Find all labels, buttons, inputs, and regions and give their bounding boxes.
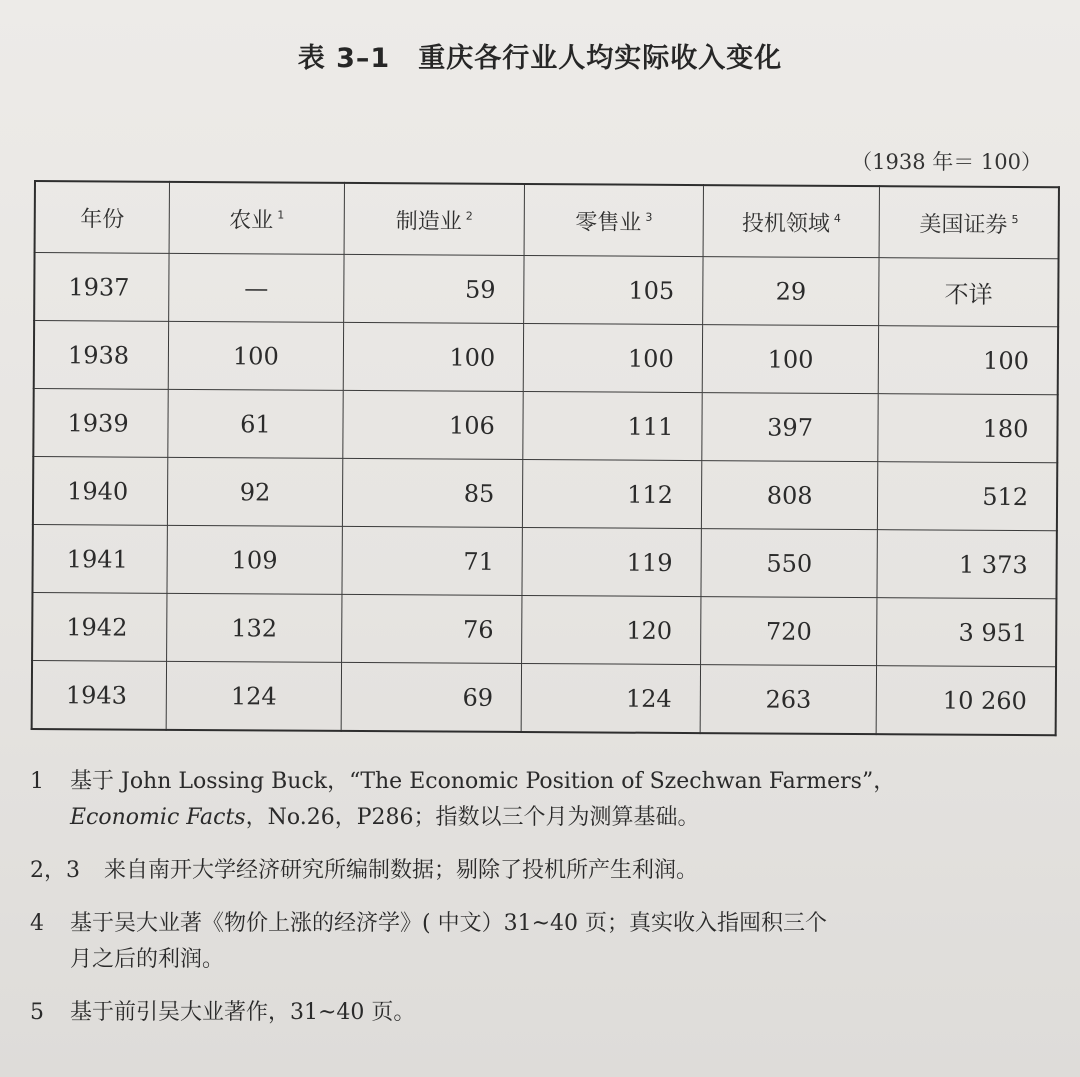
footnote-marker: 5	[1011, 212, 1019, 226]
footnote-5	[30, 995, 1070, 1031]
cell-manufacturing: 100	[343, 322, 524, 391]
cell-year: 1942	[32, 592, 167, 661]
cell-us-securities: 不详	[879, 258, 1059, 327]
footnote-text: 基于前引吴大业著作，31~40 页。	[70, 1000, 416, 1025]
table-row	[34, 321, 1058, 395]
table-row	[32, 524, 1056, 598]
cell-retail: 112	[523, 459, 702, 528]
cell-manufacturing: 59	[343, 254, 524, 323]
table-number: 表 3–1	[297, 43, 391, 74]
cell-us-securities: 512	[878, 462, 1058, 531]
table-row	[33, 457, 1057, 531]
header-year: 年份	[35, 181, 170, 253]
cell-year: 1943	[32, 660, 167, 729]
footnote-number: 4	[30, 911, 44, 936]
footnote-number: 5	[30, 1000, 44, 1025]
cell-us-securities: 3 951	[877, 598, 1057, 667]
cell-agriculture: —	[169, 253, 344, 322]
footnote-1	[30, 764, 1070, 836]
footnote-number: 1	[30, 769, 44, 794]
footnote-text: 来自南开大学经济研究所编制数据；剔除了投机所产生利润。	[104, 858, 699, 883]
cell-agriculture: 92	[168, 457, 343, 526]
table-header-row	[35, 181, 1059, 259]
footnote-journal-title: Economic Facts	[70, 805, 246, 830]
cell-retail: 120	[522, 595, 701, 664]
footnote-text: 月之后的利润。	[70, 947, 225, 972]
cell-speculation: 808	[701, 461, 878, 530]
cell-agriculture: 124	[166, 661, 341, 731]
cell-manufacturing: 71	[342, 526, 523, 595]
table-row	[32, 660, 1056, 735]
table-title-text: 重庆各行业人均实际收入变化	[418, 43, 783, 74]
cell-year: 1939	[33, 389, 168, 458]
cell-speculation: 263	[700, 665, 877, 735]
footnote-marker: 2	[465, 209, 473, 223]
cell-agriculture: 100	[168, 321, 343, 390]
cell-speculation: 100	[702, 325, 879, 394]
cell-speculation: 720	[700, 597, 877, 666]
cell-year: 1938	[34, 321, 169, 390]
cell-manufacturing: 76	[341, 594, 522, 663]
cell-agriculture: 132	[167, 593, 342, 662]
cell-us-securities: 1 373	[877, 530, 1057, 599]
cell-retail: 124	[521, 663, 700, 733]
cell-manufacturing: 85	[342, 458, 523, 527]
footnote-marker: 4	[833, 211, 841, 225]
cell-us-securities: 100	[879, 326, 1059, 395]
cell-retail: 100	[523, 323, 702, 392]
cell-us-securities: 180	[878, 394, 1058, 463]
cell-retail: 111	[523, 391, 702, 460]
table-row	[33, 389, 1057, 463]
cell-agriculture: 61	[168, 389, 343, 458]
cell-manufacturing: 106	[343, 390, 524, 459]
table-row	[32, 592, 1056, 666]
footnote-marker: 3	[645, 210, 653, 224]
table-title	[0, 36, 1080, 75]
cell-us-securities: 10 260	[877, 666, 1057, 736]
table-row	[34, 253, 1058, 327]
cell-manufacturing: 69	[341, 662, 522, 732]
cell-speculation: 29	[702, 257, 879, 326]
cell-speculation: 397	[702, 393, 879, 462]
cell-retail: 105	[524, 255, 703, 324]
footnote-text: 基于 John Lossing Buck，“The Economic Position of Szechwan Farmers”，	[70, 769, 896, 794]
footnote-number: 2，3	[30, 858, 80, 883]
footnotes	[30, 764, 1070, 1048]
cell-year: 1941	[32, 524, 167, 593]
cell-retail: 119	[522, 527, 701, 596]
cell-year: 1940	[33, 457, 168, 526]
header-us-securities: 美国证券 $^5$	[879, 186, 1059, 259]
cell-speculation: 550	[701, 529, 878, 598]
footnote-marker: 1	[277, 207, 285, 222]
header-speculation: 投机领域 $^4$	[703, 185, 880, 258]
income-table	[31, 180, 1060, 736]
footnote-text: 基于吴大业著《物价上涨的经济学》( 中文）31~40 页；真实收入指囤积三个	[70, 911, 827, 936]
footnote-text: ，No.26，P286；指数以三个月为测算基础。	[245, 805, 700, 830]
base-year-note: （1938 年＝ 100）	[851, 150, 1042, 174]
header-agriculture: 农业 $^1$	[169, 182, 344, 255]
cell-agriculture: 109	[167, 525, 342, 594]
header-manufacturing: 制造业 $^2$	[344, 183, 525, 256]
header-retail: 零售业 $^3$	[524, 184, 703, 257]
footnote-2-3	[30, 853, 1070, 889]
cell-year: 1937	[34, 253, 169, 322]
footnote-4	[30, 906, 1070, 978]
